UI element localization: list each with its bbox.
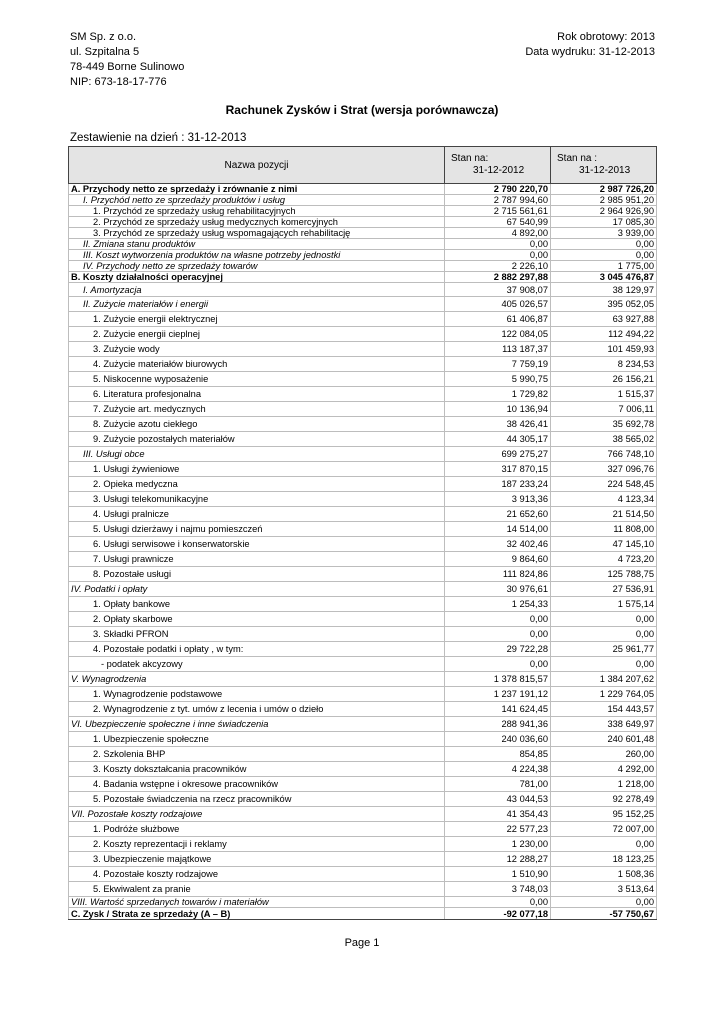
row-value-2013: 4 123,34 — [551, 492, 657, 507]
row-value-2013: 7 006,11 — [551, 402, 657, 417]
row-name: VI. Ubezpieczenie społeczne i inne świadczenia — [69, 717, 445, 732]
row-value-2012: 32 402,46 — [445, 537, 551, 552]
row-name: 3. Ubezpieczenie majątkowe — [69, 852, 445, 867]
row-value-2012: 2 715 561,61 — [445, 206, 551, 217]
row-value-2013: 1 515,37 — [551, 387, 657, 402]
table-row — [69, 837, 657, 852]
row-value-2012: 43 044,53 — [445, 792, 551, 807]
company-street: ul. Szpitalna 5 — [70, 46, 140, 58]
row-name: A. Przychody netto ze sprzedaży i zrównanie z nimi — [69, 184, 445, 195]
table-body — [69, 184, 657, 920]
row-name: 2. Szkolenia BHP — [69, 747, 445, 762]
row-value-2013: 240 601,48 — [551, 732, 657, 747]
table-row — [69, 567, 657, 582]
row-value-2012: 2 787 994,60 — [445, 195, 551, 206]
row-value-2012: 29 722,28 — [445, 642, 551, 657]
row-name: 1. Wynagrodzenie podstawowe — [69, 687, 445, 702]
row-name: 3. Przychód ze sprzedaży usług wspomagających rehabilitację — [69, 228, 445, 239]
row-value-2012: 699 275,27 — [445, 447, 551, 462]
row-name: 6. Literatura profesjonalna — [69, 387, 445, 402]
row-value-2012: 2 790 220,70 — [445, 184, 551, 195]
row-value-2012: 1 729,82 — [445, 387, 551, 402]
row-value-2013: 327 096,76 — [551, 462, 657, 477]
column-header-name: Nazwa pozycji — [69, 147, 445, 184]
row-name: 7. Usługi prawnicze — [69, 552, 445, 567]
row-name: 2. Wynagrodzenie z tyt. umów z lecenia i umów o dzieło — [69, 702, 445, 717]
table-row — [69, 372, 657, 387]
row-value-2012: 1 510,90 — [445, 867, 551, 882]
row-value-2012: 1 237 191,12 — [445, 687, 551, 702]
row-name: 3. Zużycie wody — [69, 342, 445, 357]
row-value-2012: 113 187,37 — [445, 342, 551, 357]
row-value-2013: 92 278,49 — [551, 792, 657, 807]
row-value-2013: 4 292,00 — [551, 762, 657, 777]
row-value-2013: 154 443,57 — [551, 702, 657, 717]
row-name: 1. Podróże służbowe — [69, 822, 445, 837]
row-value-2012: 30 976,61 — [445, 582, 551, 597]
column-header-curr — [551, 147, 657, 184]
row-name: - podatek akcyzowy — [69, 657, 445, 672]
table-row — [69, 272, 657, 283]
table-row — [69, 687, 657, 702]
table-row — [69, 387, 657, 402]
row-value-2012: 2 882 297,88 — [445, 272, 551, 283]
row-name: 1. Ubezpieczenie społeczne — [69, 732, 445, 747]
row-name: 1. Opłaty bankowe — [69, 597, 445, 612]
print-date: Data wydruku: 31-12-2013 — [525, 46, 655, 58]
row-value-2012: 5 990,75 — [445, 372, 551, 387]
column-header-curr-label: Stan na : — [557, 153, 598, 164]
row-name: 2. Opieka medyczna — [69, 477, 445, 492]
row-name: 5. Niskocenne wyposażenie — [69, 372, 445, 387]
column-header-curr-date: 31-12-2013 — [579, 165, 631, 176]
row-value-2012: 0,00 — [445, 612, 551, 627]
row-value-2012: 288 941,36 — [445, 717, 551, 732]
row-value-2012: 4 224,38 — [445, 762, 551, 777]
table-row — [69, 867, 657, 882]
row-name: B. Koszty działalności operacyjnej — [69, 272, 445, 283]
row-value-2013: 0,00 — [551, 250, 657, 261]
row-value-2012: 187 233,24 — [445, 477, 551, 492]
table-row — [69, 908, 657, 920]
row-value-2013: 95 152,25 — [551, 807, 657, 822]
column-header-prev-date: 31-12-2012 — [473, 165, 525, 176]
row-value-2013: 2 985 951,20 — [551, 195, 657, 206]
row-value-2013: 112 494,22 — [551, 327, 657, 342]
table-row — [69, 702, 657, 717]
row-value-2012: 67 540,99 — [445, 217, 551, 228]
table-row — [69, 552, 657, 567]
table-row — [69, 312, 657, 327]
row-name: VII. Pozostałe koszty rodzajowe — [69, 807, 445, 822]
as-of-date: Zestawienie na dzień : 31-12-2013 — [70, 132, 247, 144]
table-row — [69, 327, 657, 342]
row-value-2013: 224 548,45 — [551, 477, 657, 492]
row-value-2013: 21 514,50 — [551, 507, 657, 522]
table-row — [69, 522, 657, 537]
row-value-2012: 41 354,43 — [445, 807, 551, 822]
row-name: III. Usługi obce — [69, 447, 445, 462]
table-row — [69, 195, 657, 206]
row-value-2013: 260,00 — [551, 747, 657, 762]
row-value-2013: 1 508,36 — [551, 867, 657, 882]
row-value-2013: 35 692,78 — [551, 417, 657, 432]
table-row — [69, 597, 657, 612]
row-value-2012: 0,00 — [445, 239, 551, 250]
row-value-2012: 854,85 — [445, 747, 551, 762]
row-name: 2. Koszty reprezentacji i reklamy — [69, 837, 445, 852]
table-row — [69, 882, 657, 897]
row-value-2012: 405 026,57 — [445, 297, 551, 312]
table-row — [69, 184, 657, 195]
row-value-2013: 0,00 — [551, 612, 657, 627]
table-row — [69, 537, 657, 552]
row-value-2013: 17 085,30 — [551, 217, 657, 228]
row-value-2012: 14 514,00 — [445, 522, 551, 537]
row-name: IV. Przychody netto ze sprzedaży towarów — [69, 261, 445, 272]
table-row — [69, 807, 657, 822]
table-row — [69, 417, 657, 432]
row-value-2013: 125 788,75 — [551, 567, 657, 582]
income-statement-table — [68, 146, 657, 920]
row-value-2013: 2 964 926,90 — [551, 206, 657, 217]
table-row — [69, 897, 657, 908]
table-row — [69, 822, 657, 837]
row-name: 5. Usługi dzierżawy i najmu pomieszczeń — [69, 522, 445, 537]
row-value-2012: 111 824,86 — [445, 567, 551, 582]
row-value-2013: 18 123,25 — [551, 852, 657, 867]
row-value-2012: 12 288,27 — [445, 852, 551, 867]
row-name: 4. Pozostałe podatki i opłaty , w tym: — [69, 642, 445, 657]
row-value-2012: 44 305,17 — [445, 432, 551, 447]
row-value-2012: 317 870,15 — [445, 462, 551, 477]
row-value-2013: 0,00 — [551, 657, 657, 672]
page-title: Rachunek Zysków i Strat (wersja porównawcza) — [225, 103, 499, 117]
row-value-2013: 766 748,10 — [551, 447, 657, 462]
row-name: 5. Ekwiwalent za pranie — [69, 882, 445, 897]
table-row — [69, 732, 657, 747]
table-row — [69, 239, 657, 250]
table-row — [69, 297, 657, 312]
table-row — [69, 672, 657, 687]
table-row — [69, 477, 657, 492]
row-name: 1. Zużycie energii elektrycznej — [69, 312, 445, 327]
row-value-2013: -57 750,67 — [551, 908, 657, 920]
table-row — [69, 283, 657, 297]
row-value-2012: 0,00 — [445, 627, 551, 642]
row-name: 4. Badania wstępne i okresowe pracowników — [69, 777, 445, 792]
table-row — [69, 642, 657, 657]
row-name: 7. Zużycie art. medycznych — [69, 402, 445, 417]
row-value-2013: 4 723,20 — [551, 552, 657, 567]
row-value-2013: 2 987 726,20 — [551, 184, 657, 195]
row-value-2013: 8 234,53 — [551, 357, 657, 372]
table-row — [69, 777, 657, 792]
table-row — [69, 747, 657, 762]
fiscal-year: Rok obrotowy: 2013 — [557, 31, 655, 43]
row-value-2013: 1 384 207,62 — [551, 672, 657, 687]
row-value-2013: 1 218,00 — [551, 777, 657, 792]
table-row — [69, 206, 657, 217]
row-value-2013: 72 007,00 — [551, 822, 657, 837]
table-header-row — [69, 147, 657, 184]
row-value-2012: 9 864,60 — [445, 552, 551, 567]
report-meta — [525, 30, 655, 60]
company-city: 78-449 Borne Sulinowo — [70, 61, 185, 73]
row-value-2013: 63 927,88 — [551, 312, 657, 327]
row-value-2013: 1 229 764,05 — [551, 687, 657, 702]
row-value-2012: 0,00 — [445, 897, 551, 908]
row-name: 8. Zużycie azotu ciekłego — [69, 417, 445, 432]
row-value-2012: 22 577,23 — [445, 822, 551, 837]
row-value-2012: 0,00 — [445, 657, 551, 672]
row-name: I. Przychód netto ze sprzedaży produktów i usług — [69, 195, 445, 206]
row-value-2013: 0,00 — [551, 897, 657, 908]
row-value-2012: 1 230,00 — [445, 837, 551, 852]
row-value-2012: 7 759,19 — [445, 357, 551, 372]
row-value-2012: 0,00 — [445, 250, 551, 261]
row-value-2012: 141 624,45 — [445, 702, 551, 717]
row-name: 6. Usługi serwisowe i konserwatorskie — [69, 537, 445, 552]
table-row — [69, 342, 657, 357]
row-value-2013: 47 145,10 — [551, 537, 657, 552]
table-row — [69, 582, 657, 597]
table-row — [69, 717, 657, 732]
row-name: 2. Opłaty skarbowe — [69, 612, 445, 627]
column-header-prev-label: Stan na: — [451, 153, 489, 164]
row-name: II. Zmiana stanu produktów — [69, 239, 445, 250]
table-row — [69, 357, 657, 372]
row-value-2012: 1 378 815,57 — [445, 672, 551, 687]
row-name: 1. Przychód ze sprzedaży usług rehabilitacyjnych — [69, 206, 445, 217]
row-value-2012: -92 077,18 — [445, 908, 551, 920]
row-value-2012: 3 913,36 — [445, 492, 551, 507]
row-name: 3. Składki PFRON — [69, 627, 445, 642]
row-value-2012: 38 426,41 — [445, 417, 551, 432]
row-value-2013: 27 536,91 — [551, 582, 657, 597]
row-name: C. Zysk / Strata ze sprzedaży (A – B) — [69, 908, 445, 920]
table-row — [69, 657, 657, 672]
row-value-2013: 0,00 — [551, 239, 657, 250]
table-row — [69, 402, 657, 417]
row-name: II. Zużycie materiałów i energii — [69, 297, 445, 312]
table-row — [69, 432, 657, 447]
row-name: 3. Koszty dokształcania pracowników — [69, 762, 445, 777]
row-value-2012: 37 908,07 — [445, 283, 551, 297]
table-row — [69, 627, 657, 642]
row-name: 1. Usługi żywieniowe — [69, 462, 445, 477]
row-value-2012: 61 406,87 — [445, 312, 551, 327]
company-name: SM Sp. z o.o. — [70, 31, 137, 43]
row-value-2013: 3 939,00 — [551, 228, 657, 239]
table-row — [69, 447, 657, 462]
row-value-2013: 38 129,97 — [551, 283, 657, 297]
row-value-2013: 0,00 — [551, 627, 657, 642]
row-value-2013: 101 459,93 — [551, 342, 657, 357]
table-row — [69, 261, 657, 272]
row-value-2013: 26 156,21 — [551, 372, 657, 387]
table-row — [69, 250, 657, 261]
row-value-2013: 3 045 476,87 — [551, 272, 657, 283]
row-value-2012: 10 136,94 — [445, 402, 551, 417]
row-name: 4. Usługi pralnicze — [69, 507, 445, 522]
table-row — [69, 492, 657, 507]
row-name: IV. Podatki i opłaty — [69, 582, 445, 597]
row-name: 8. Pozostałe usługi — [69, 567, 445, 582]
row-value-2012: 21 652,60 — [445, 507, 551, 522]
row-value-2012: 2 226,10 — [445, 261, 551, 272]
row-name: 4. Zużycie materiałów biurowych — [69, 357, 445, 372]
row-name: III. Koszt wytworzenia produktów na własne potrzeby jednostki — [69, 250, 445, 261]
table-row — [69, 852, 657, 867]
row-value-2013: 395 052,05 — [551, 297, 657, 312]
table-row — [69, 228, 657, 239]
row-value-2012: 4 892,00 — [445, 228, 551, 239]
table-row — [69, 762, 657, 777]
row-name: I. Amortyzacja — [69, 283, 445, 297]
company-block — [70, 30, 184, 90]
page-number: Page 1 — [344, 937, 380, 949]
row-value-2013: 25 961,77 — [551, 642, 657, 657]
row-name: 2. Przychód ze sprzedaży usług medycznych komercyjnych — [69, 217, 445, 228]
row-value-2013: 1 575,14 — [551, 597, 657, 612]
row-value-2013: 338 649,97 — [551, 717, 657, 732]
row-name: 2. Zużycie energii cieplnej — [69, 327, 445, 342]
table-row — [69, 462, 657, 477]
row-value-2012: 122 084,05 — [445, 327, 551, 342]
row-value-2013: 1 775,00 — [551, 261, 657, 272]
row-name: 4. Pozostałe koszty rodzajowe — [69, 867, 445, 882]
row-name: V. Wynagrodzenia — [69, 672, 445, 687]
row-value-2013: 11 808,00 — [551, 522, 657, 537]
table-row — [69, 217, 657, 228]
row-value-2013: 0,00 — [551, 837, 657, 852]
row-name: 3. Usługi telekomunikacyjne — [69, 492, 445, 507]
row-value-2012: 3 748,03 — [445, 882, 551, 897]
row-value-2012: 781,00 — [445, 777, 551, 792]
table-row — [69, 507, 657, 522]
row-name: VIII. Wartość sprzedanych towarów i materiałów — [69, 897, 445, 908]
row-value-2012: 1 254,33 — [445, 597, 551, 612]
row-name: 5. Pozostałe świadczenia na rzecz pracowników — [69, 792, 445, 807]
row-value-2012: 240 036,60 — [445, 732, 551, 747]
row-value-2013: 3 513,64 — [551, 882, 657, 897]
company-nip: NIP: 673-18-17-776 — [70, 76, 167, 88]
table-row — [69, 792, 657, 807]
column-header-prev — [445, 147, 551, 184]
table-row — [69, 612, 657, 627]
row-name: 9. Zużycie pozostałych materiałów — [69, 432, 445, 447]
row-value-2013: 38 565,02 — [551, 432, 657, 447]
